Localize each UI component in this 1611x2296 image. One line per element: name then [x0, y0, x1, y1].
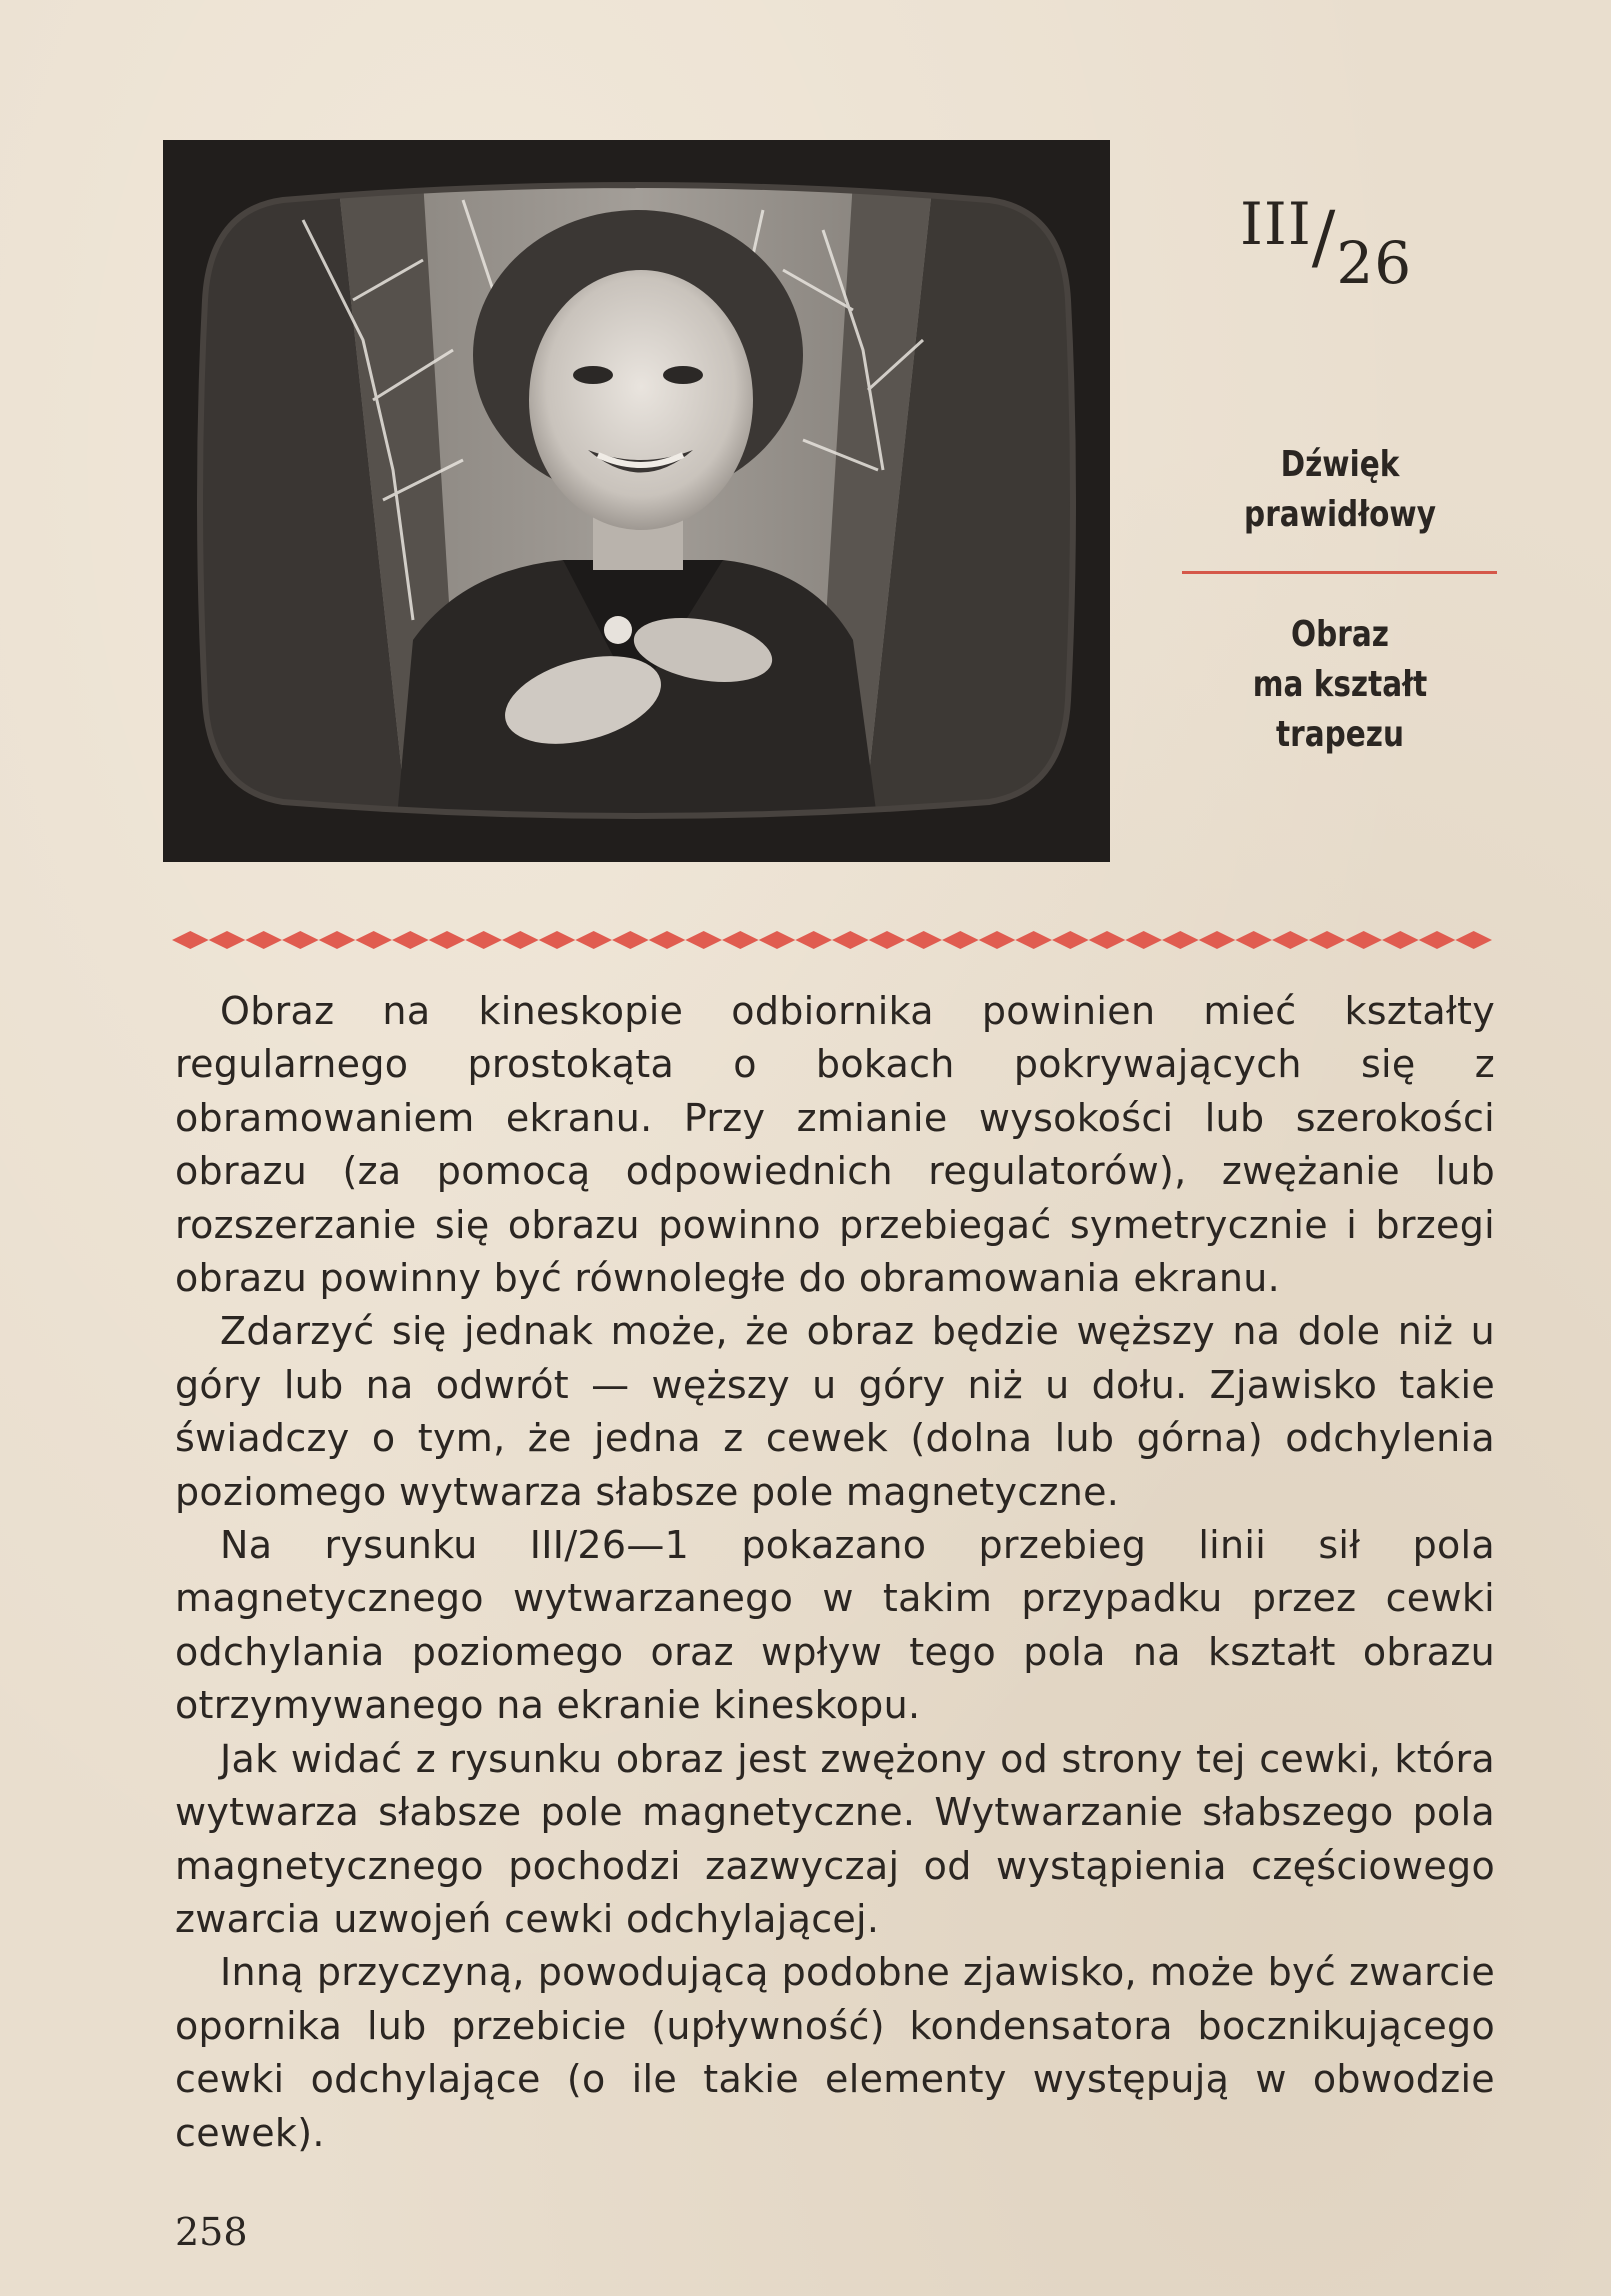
ornament-diamond — [612, 931, 649, 949]
paragraph: Jak widać z rysunku obraz jest zwężony od strony tej cewki, która wytwarza słabsze pole magnetyczne. Wytwarzanie słabszego pola magnetycznego pochodzi zazwyczaj od wystąpienia częściowego zwarcia uzwojeń cewki odchylającej. — [175, 1736, 1495, 1941]
paragraph: Zdarzyć się jednak może, że obraz będzie węższy na dole niż u góry lub na odwrót — węższy u góry niż u dołu. Zjawisko takie świadczy o tym, że jedna z cewek (dolna lub górna) odchylenia poziomego wytwarza słabsze pole magnetyczne. — [175, 1309, 1495, 1514]
ornament-diamond — [1455, 931, 1492, 949]
article-body — [175, 985, 1495, 2160]
ornament-diamond — [759, 931, 796, 949]
ornament-diamond — [869, 931, 906, 949]
diamond-ornament-row — [172, 928, 1492, 952]
ornament-diamond — [429, 931, 466, 949]
ornament-diamond — [539, 931, 576, 949]
ornament-diamond — [575, 931, 612, 949]
figure-number-arabic: 26 — [1336, 229, 1413, 297]
ornament-diamond — [685, 931, 722, 949]
ornament-diamond — [1235, 931, 1272, 949]
ornament-diamond — [355, 931, 392, 949]
sound-label-line: prawidłowy — [1244, 494, 1436, 535]
ornament-diamond — [172, 931, 209, 949]
sound-status-label — [1209, 440, 1471, 540]
ornament-diamond — [942, 931, 979, 949]
ornament-diamond — [209, 931, 246, 949]
ornament-diamond — [392, 931, 429, 949]
ornament-diamond — [1419, 931, 1456, 949]
ornament-diamond — [465, 931, 502, 949]
tv-screen-illustration — [163, 140, 1110, 862]
page-number: 258 — [175, 2210, 248, 2254]
paragraph: Obraz na kineskopie odbiornika powinien mieć kształty regularnego prostokąta o bokach pokrywających się z obramowaniem ekranu. Przy zmianie wysokości lub szerokości obrazu (za pomocą odpowiednich regulatorów), zwężanie lub rozszerzanie się obrazu powinno przebiegać symetrycznie i brzegi obrazu powinny być równoległe do obramowania ekranu. — [175, 989, 1495, 1301]
image-status-label — [1209, 610, 1471, 760]
ornament-diamond — [1272, 931, 1309, 949]
image-label-line: Obraz — [1291, 614, 1389, 655]
image-label-line: trapezu — [1276, 714, 1404, 755]
ornament-diamond — [832, 931, 869, 949]
figure-number-slash: / — [1311, 196, 1337, 278]
side-label-divider — [1182, 571, 1497, 574]
ornament-diamond — [1199, 931, 1236, 949]
image-label-line: ma kształt — [1252, 664, 1428, 705]
ornament-diamond — [649, 931, 686, 949]
tv-screen-photo — [163, 140, 1110, 862]
ornament-diamond — [319, 931, 356, 949]
ornament-diamond — [979, 931, 1016, 949]
ornament-diamond — [245, 931, 282, 949]
ornament-diamond — [1382, 931, 1419, 949]
ornament-diamond — [795, 931, 832, 949]
ornament-diamond — [1125, 931, 1162, 949]
figure-number-roman: III — [1240, 190, 1312, 258]
paragraph: Na rysunku III/26—1 pokazano przebieg linii sił pola magnetycznego wytwarzanego w takim przypadku przez cewki odchylania poziomego oraz wpływ tego pola na kształt obrazu otrzymywanego na ekranie kineskopu. — [175, 1523, 1495, 1728]
ornament-diamond — [502, 931, 539, 949]
ornament-diamond — [1162, 931, 1199, 949]
ornament-diamond — [282, 931, 319, 949]
ornament-diamond — [1052, 931, 1089, 949]
paragraph: Inną przyczyną, powodującą podobne zjawisko, może być zwarcie opornika lub przebicie (upływność) kondensatora bocznikującego cewki odchylające (o ile takie elementy występują w obwodzie cewek). — [175, 1950, 1495, 2155]
ornament-diamond — [1015, 931, 1052, 949]
ornament-diamond — [1309, 931, 1346, 949]
ornament-diamond — [722, 931, 759, 949]
ornament-diamond — [1345, 931, 1382, 949]
figure-number — [1240, 190, 1500, 297]
sound-label-line: Dźwięk — [1280, 444, 1400, 485]
ornament-diamond — [1089, 931, 1126, 949]
ornament-diamond — [905, 931, 942, 949]
